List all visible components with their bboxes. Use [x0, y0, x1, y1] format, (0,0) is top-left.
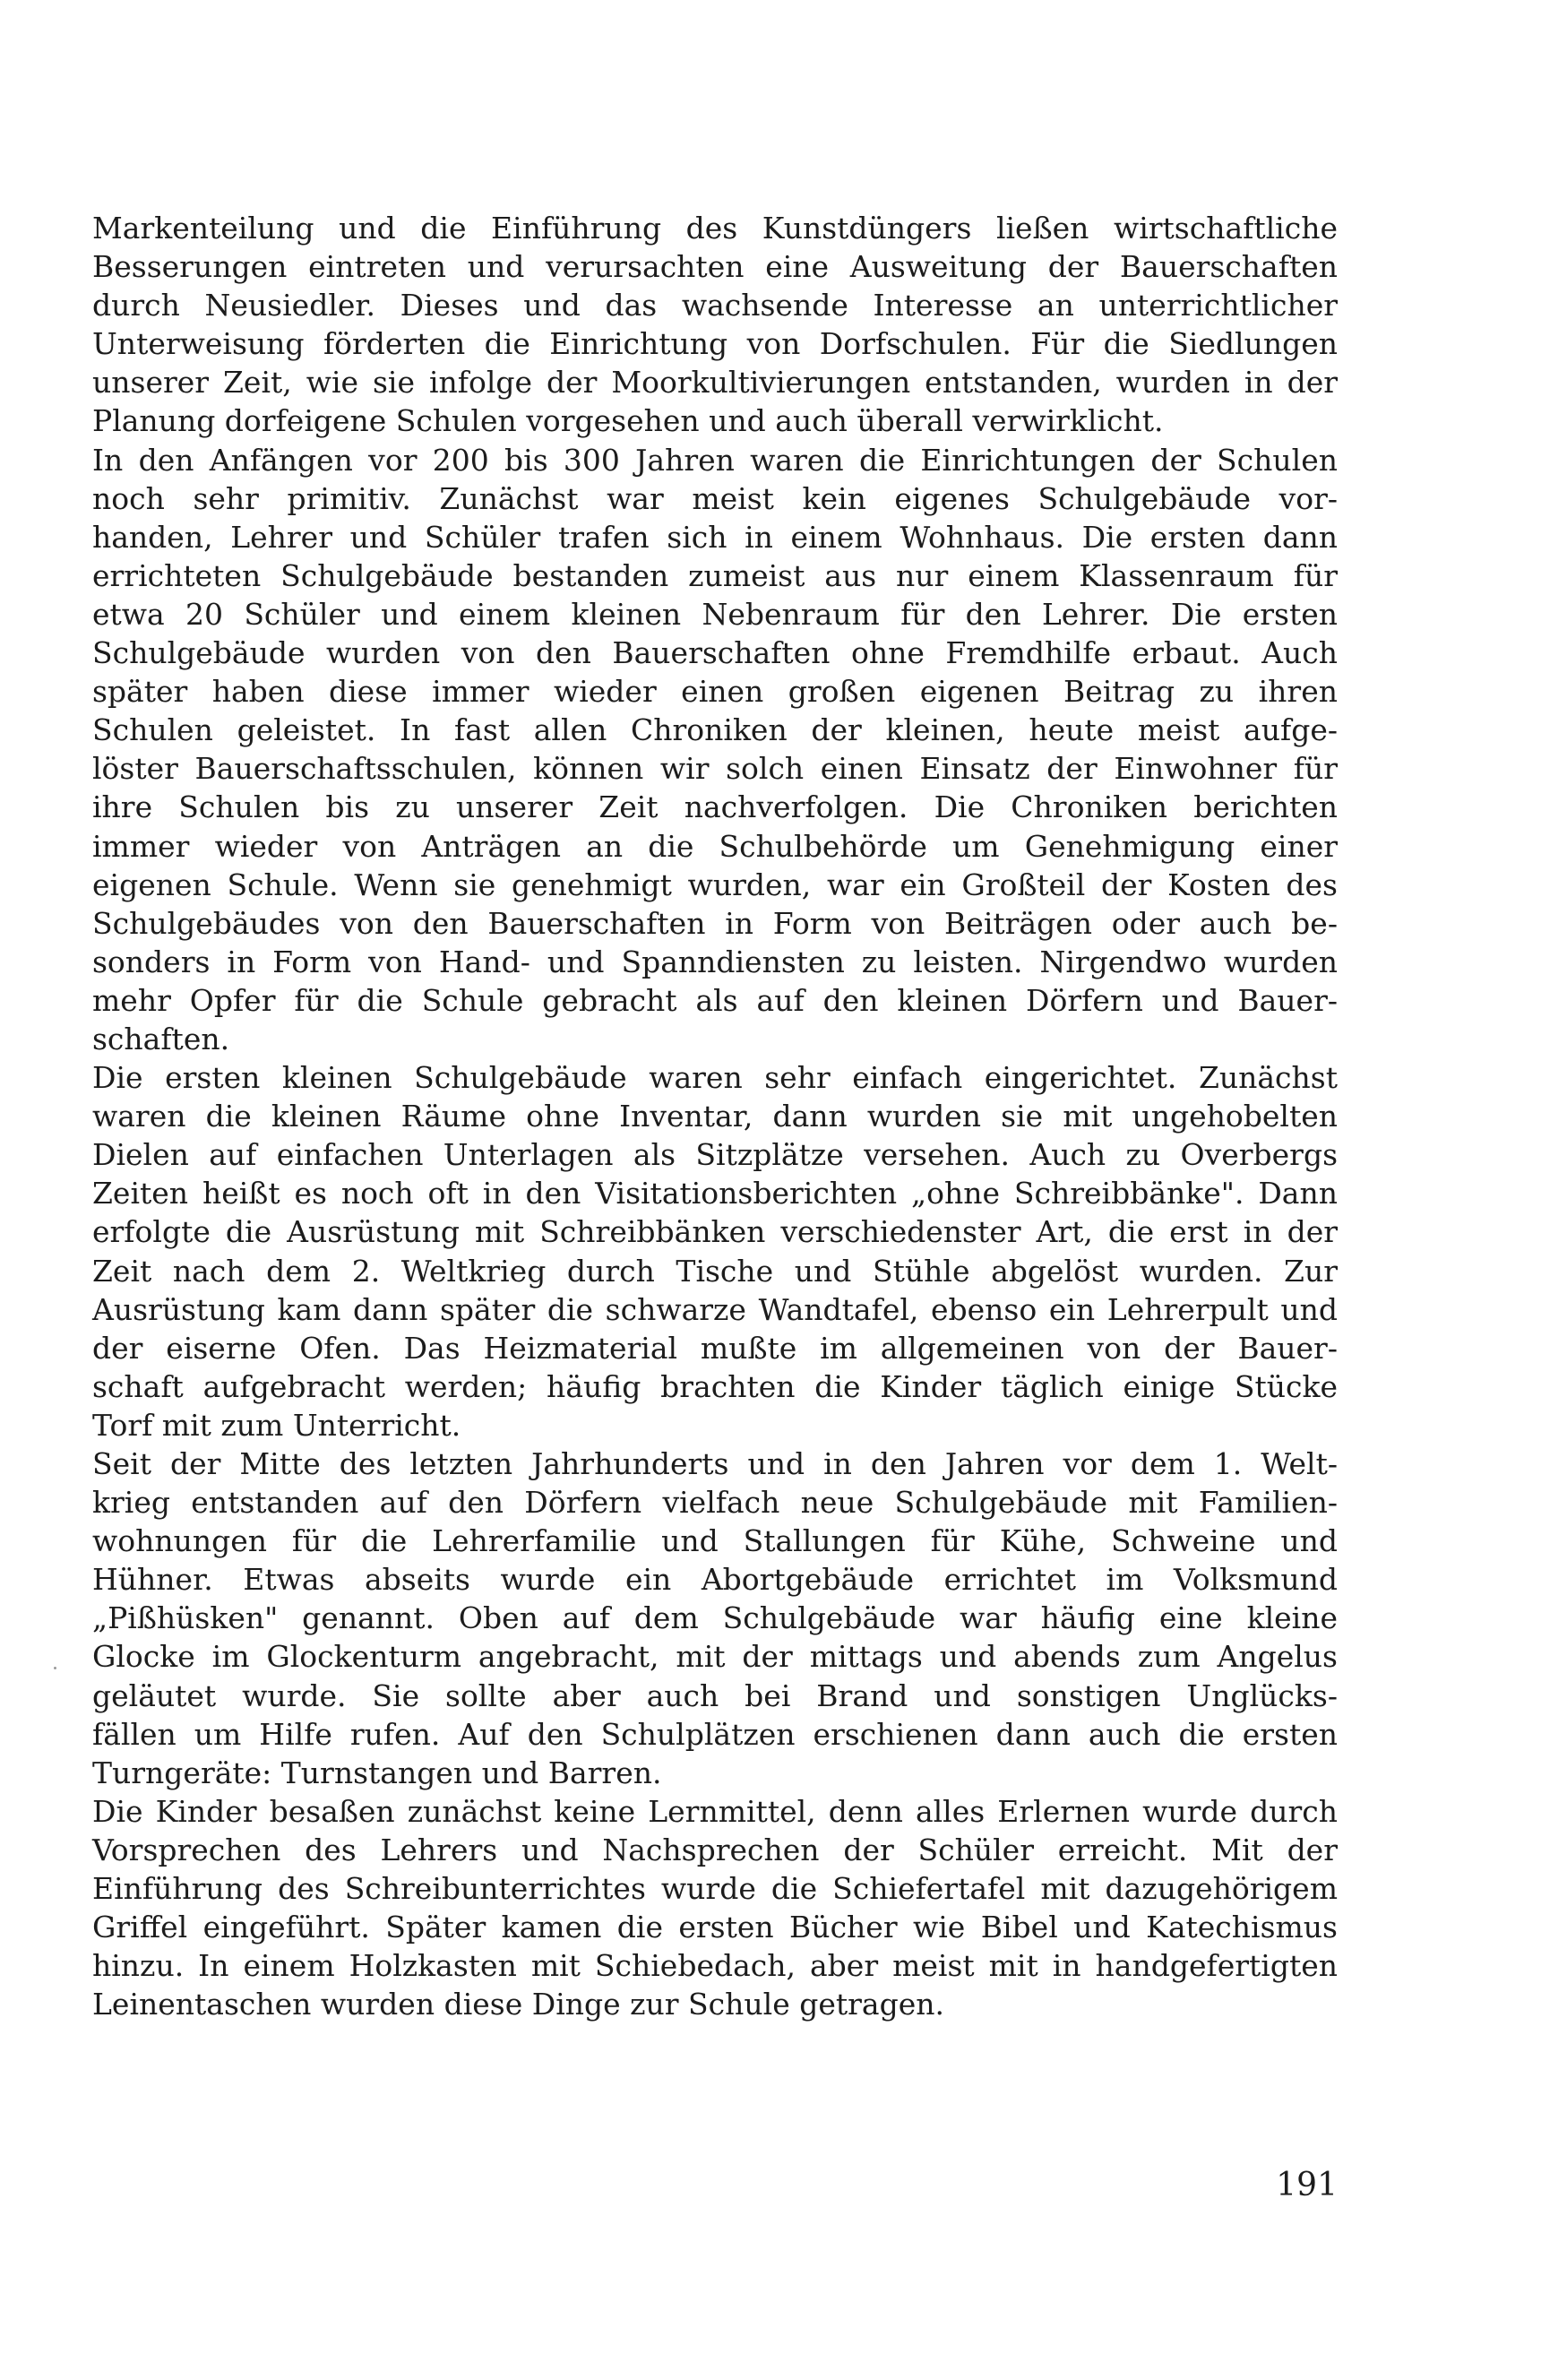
text-line: immer wieder von Anträgen an die Schulbehörde um Genehmigung einer: [92, 828, 1338, 864]
text-line: fällen um Hilfe rufen. Auf den Schulplätzen erschienen dann auch die ersten: [92, 1716, 1338, 1752]
text-line: Schulen geleistet. In fast allen Chroniken der kleinen, heute meist aufge-: [92, 712, 1338, 748]
text-line: sonders in Form von Hand- und Spanndiensten zu leisten. Nirgendwo wurden: [92, 944, 1338, 979]
text-line: krieg entstanden auf den Dörfern vielfach neue Schulgebäude mit Familien-: [92, 1485, 1338, 1521]
text-line: noch sehr primitiv. Zunächst war meist kein eigenes Schulgebäude vor-: [92, 480, 1338, 516]
text-line: In den Anfängen vor 200 bis 300 Jahren waren die Einrichtungen der Schulen: [92, 442, 1338, 478]
text-line: Turngeräte: Turnstangen und Barren.: [92, 1755, 662, 1790]
text-line: Griffel eingeführt. Später kamen die ersten Bücher wie Bibel und Katechismus: [92, 1910, 1338, 1945]
text-line: errichteten Schulgebäude bestanden zumeist aus nur einem Klassenraum für: [92, 557, 1338, 593]
text-line: handen, Lehrer und Schüler trafen sich in einem Wohnhaus. Die ersten dann: [92, 519, 1338, 555]
text-line: Einführung des Schreibunterrichtes wurde die Schiefertafel mit dazugehörigem: [92, 1871, 1338, 1907]
text-line: mehr Opfer für die Schule gebracht als auf den kleinen Dörfern und Bauer-: [92, 982, 1338, 1018]
text-line: eigenen Schule. Wenn sie genehmigt wurden, war ein Großteil der Kosten des: [92, 867, 1338, 902]
text-line: Leinentaschen wurden diese Dinge zur Schule getragen.: [92, 1987, 944, 2022]
text-line: Torf mit zum Unterricht.: [92, 1407, 461, 1443]
text-line: erfolgte die Ausrüstung mit Schreibbänken verschiedenster Art, die erst in der: [92, 1214, 1338, 1250]
text-line: Markenteilung und die Einführung des Kunstdüngers ließen wirtschaftliche: [92, 211, 1338, 246]
page-number: 191: [1276, 2167, 1338, 2203]
paragraph: [92, 1058, 1338, 1444]
text-line: Schulgebäude wurden von den Bauerschaften ohne Fremdhilfe erbaut. Auch: [92, 635, 1338, 671]
text-line: Hühner. Etwas abseits wurde ein Abortgebäude errichtet im Volksmund: [92, 1562, 1338, 1598]
text-line: geläutet wurde. Sie sollte aber auch bei Brand und sonstigen Unglücks-: [92, 1677, 1338, 1713]
text-line: Seit der Mitte des letzten Jahrhunderts und in den Jahren vor dem 1. Welt-: [92, 1446, 1338, 1481]
text-line: unserer Zeit, wie sie infolge der Moorkultivierungen entstanden, wurden in der: [92, 365, 1338, 401]
text-line: etwa 20 Schüler und einem kleinen Nebenraum für den Lehrer. Die ersten: [92, 596, 1338, 632]
text-line: Besserungen eintreten und verursachten eine Ausweitung der Bauerschaften: [92, 249, 1338, 285]
text-line: Die ersten kleinen Schulgebäude waren sehr einfach eingerichtet. Zunächst: [92, 1060, 1338, 1096]
body-text: [92, 209, 1338, 2023]
text-line: Glocke im Glockenturm angebracht, mit der mittags und abends zum Angelus: [92, 1639, 1338, 1675]
text-line: Vorsprechen des Lehrers und Nachsprechen der Schüler erreicht. Mit der: [92, 1832, 1338, 1867]
text-line: Die Kinder besaßen zunächst keine Lernmittel, denn alles Erlernen wurde durch: [92, 1793, 1338, 1829]
text-line: Planung dorfeigene Schulen vorgesehen und auch überall verwirklicht.: [92, 403, 1164, 439]
text-line: Ausrüstung kam dann später die schwarze Wandtafel, ebenso ein Lehrerpult und: [92, 1291, 1338, 1327]
paragraph: [92, 209, 1338, 441]
text-line: Zeiten heißt es noch oft in den Visitationsberichten „ohne Schreibbänke". Dann: [92, 1176, 1338, 1212]
text-line: Dielen auf einfachen Unterlagen als Sitzplätze versehen. Auch zu Overbergs: [92, 1137, 1338, 1173]
paragraph: [92, 441, 1338, 1059]
text-line: hinzu. In einem Holzkasten mit Schiebedach, aber meist mit in handgefertigten: [92, 1948, 1338, 1984]
text-line: Zeit nach dem 2. Weltkrieg durch Tische und Stühle abgelöst wurden. Zur: [92, 1253, 1338, 1289]
text-line: später haben diese immer wieder einen großen eigenen Beitrag zu ihren: [92, 674, 1338, 710]
text-line: der eiserne Ofen. Das Heizmaterial mußte im allgemeinen von der Bauer-: [92, 1330, 1338, 1366]
paragraph: [92, 1792, 1338, 2024]
scan-speck: [54, 1667, 56, 1669]
text-line: Unterweisung förderten die Einrichtung von Dorfschulen. Für die Siedlungen: [92, 326, 1338, 362]
text-line: durch Neusiedler. Dieses und das wachsende Interesse an unterrichtlicher: [92, 288, 1338, 323]
text-line: schaften.: [92, 1021, 230, 1056]
text-line: „Pißhüsken" genannt. Oben auf dem Schulgebäude war häufig eine kleine: [92, 1600, 1338, 1636]
text-line: ihre Schulen bis zu unserer Zeit nachverfolgen. Die Chroniken berichten: [92, 789, 1338, 825]
text-line: schaft aufgebracht werden; häufig brachten die Kinder täglich einige Stücke: [92, 1368, 1338, 1404]
text-line: Schulgebäudes von den Bauerschaften in Form von Beiträgen oder auch be-: [92, 905, 1338, 941]
text-line: wohnungen für die Lehrerfamilie und Stallungen für Kühe, Schweine und: [92, 1523, 1338, 1559]
text-line: waren die kleinen Räume ohne Inventar, dann wurden sie mit ungehobelten: [92, 1099, 1338, 1134]
text-line: löster Bauerschaftsschulen, können wir solch einen Einsatz der Einwohner für: [92, 751, 1338, 787]
paragraph: [92, 1444, 1338, 1792]
